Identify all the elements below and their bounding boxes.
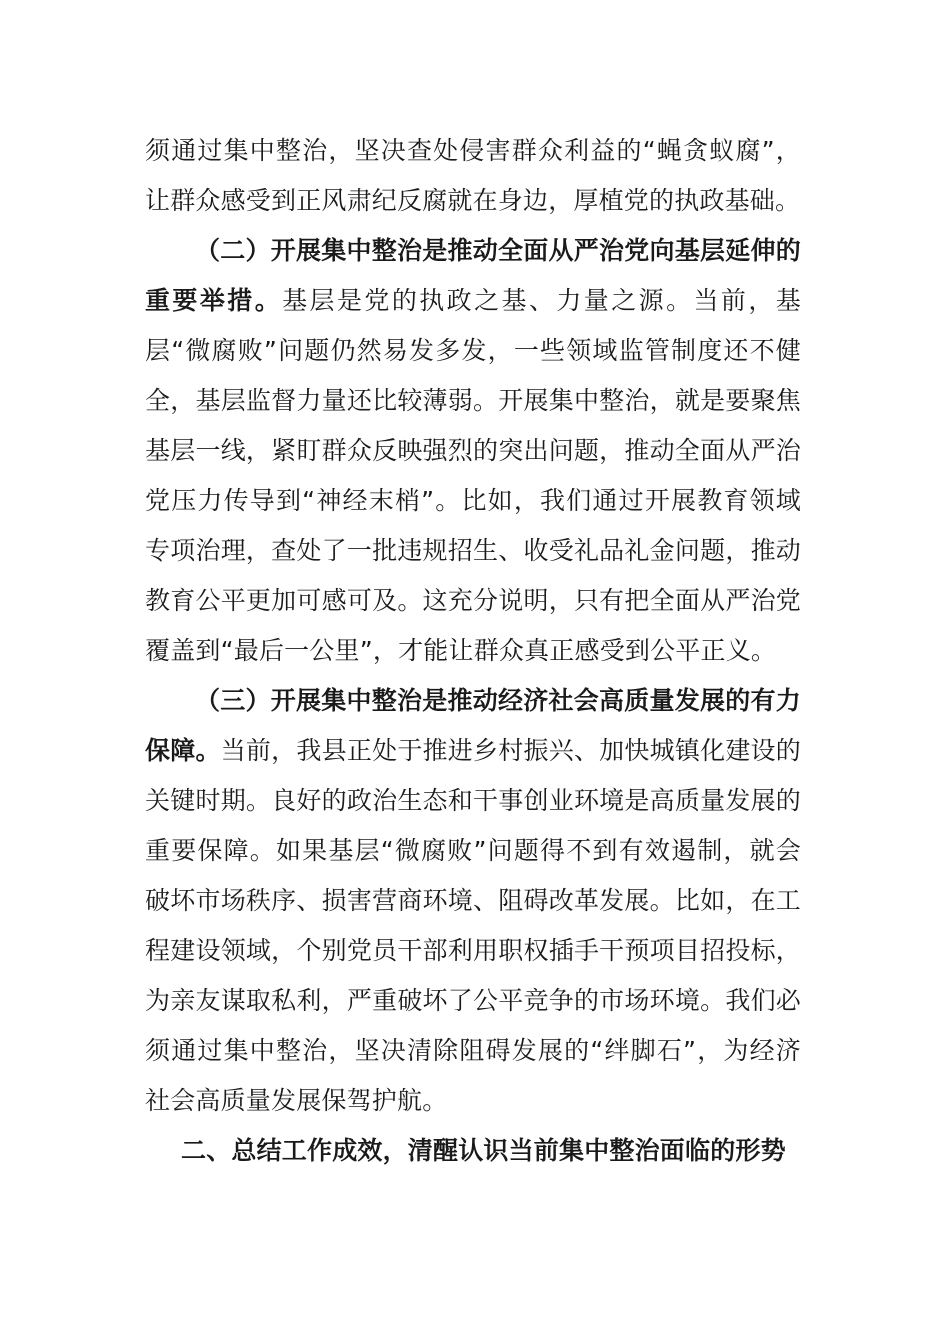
paragraph-text: 基层是党的执政之基、力量之源。当前，基层“微腐败”问题仍然易发多发，一些领域监管制度还不健全，基层监督力量还比较薄弱。开展集中整治，就是要聚焦基层一线，紧盯群众反映强烈的突出问题，推动全面从严治党压力传导到“神经末梢”。比如，我们通过开展教育领域专项治理，查处了一批违规招生、收受礼品礼金问题，推动教育公平更加可感可及。这充分说明，只有把全面从严治党覆盖到“最后一公里”，才能让群众真正感受到公平正义。 — [145, 286, 801, 665]
section-heading: 二、总结工作成效，清醒认识当前集中整治面临的形势 — [181, 1136, 786, 1165]
paragraph-lead: （三）开展集中整治是推动经济社会高质量发展的有力保障。 — [145, 686, 801, 765]
paragraph-point-three — [145, 676, 801, 1126]
paragraph-continuation — [145, 126, 801, 226]
paragraph-lead: （二）开展集中整治是推动全面从严治党向基层延伸的重要举措。 — [145, 236, 801, 315]
paragraph-point-two — [145, 226, 801, 676]
document-body — [145, 126, 801, 1176]
paragraph-text: 须通过集中整治，坚决查处侵害群众利益的“蝇贪蚁腐”，让群众感受到正风肃纪反腐就在身边，厚植党的执政基础。 — [145, 136, 801, 215]
paragraph-text: 当前，我县正处于推进乡村振兴、加快城镇化建设的关键时期。良好的政治生态和干事创业环境是高质量发展的重要保障。如果基层“微腐败”问题得不到有效遏制，就会破坏市场秩序、损害营商环境、阻碍改革发展。比如，在工程建设领域，个别党员干部利用职权插手干预项目招投标，为亲友谋取私利，严重破坏了公平竞争的市场环境。我们必须通过集中整治，坚决清除阻碍发展的“绊脚石”，为经济社会高质量发展保驾护航。 — [145, 736, 801, 1115]
